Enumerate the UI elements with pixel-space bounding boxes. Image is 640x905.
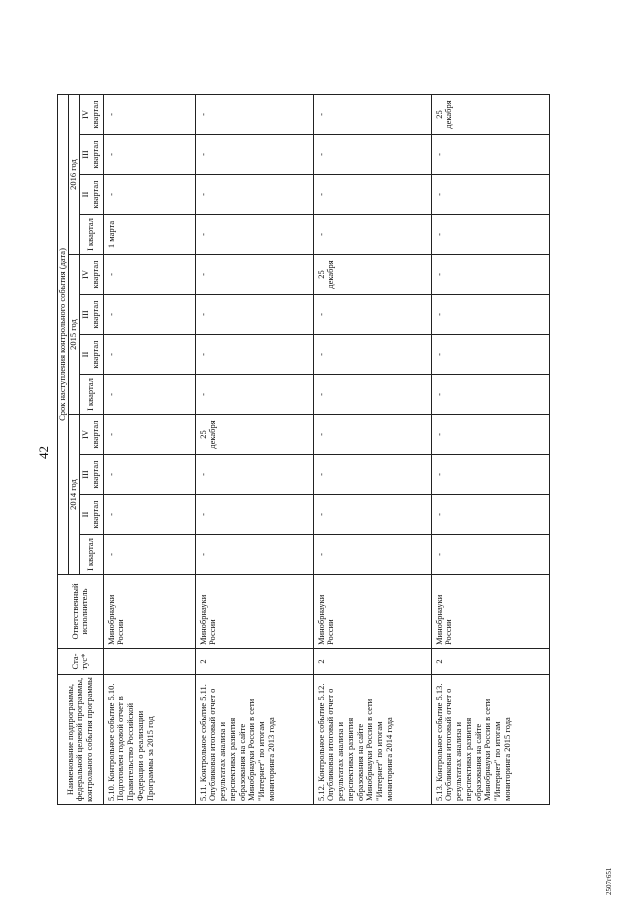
header-quarter: I квартал (79, 375, 103, 415)
empty-quarter-cell: - (195, 95, 313, 135)
empty-quarter-cell: - (103, 175, 195, 215)
event-name-cell: 5.12. Контрольное событие 5.12. Опубликован итоговый отчет о результатах анализа и перспективах развития образования на сайте Минобрнауки России в сети "Интернет" по итогам мониторинга 2014 года (313, 675, 431, 805)
empty-quarter-cell: - (103, 375, 195, 415)
document-code: 2507г651 (605, 867, 613, 895)
empty-quarter-cell: - (431, 335, 549, 375)
empty-quarter-cell: - (195, 335, 313, 375)
page-number: 42 (36, 446, 51, 459)
empty-quarter-cell: - (313, 95, 431, 135)
status-cell: 2 (431, 649, 549, 675)
empty-quarter-cell: - (195, 375, 313, 415)
control-events-table (57, 94, 550, 805)
table-row (431, 95, 549, 805)
empty-quarter-cell: - (431, 375, 549, 415)
empty-quarter-cell: - (313, 375, 431, 415)
empty-quarter-cell: - (313, 535, 431, 575)
deadline-date-cell: 25 декабря (313, 255, 431, 295)
empty-quarter-cell: - (103, 335, 195, 375)
empty-quarter-cell: - (195, 455, 313, 495)
empty-quarter-cell: - (431, 415, 549, 455)
table-body (103, 95, 549, 805)
header-quarter: III квартал (79, 295, 103, 335)
table-row (103, 95, 195, 805)
empty-quarter-cell: - (313, 215, 431, 255)
event-name-cell: 5.11. Контрольное событие 5.11. Опубликован итоговый отчет о результатах анализа и перспективах развития образования на сайте Минобрнауки России в сети "Интернет" по итогам мониторинга 2013 года (195, 675, 313, 805)
header-deadline: Срок наступления контрольного события (дата) (58, 95, 69, 575)
executor-cell: Минобрнауки России (195, 575, 313, 649)
header-quarter: I квартал (79, 535, 103, 575)
table-row (313, 95, 431, 805)
executor-cell: Минобрнауки России (431, 575, 549, 649)
empty-quarter-cell: - (195, 495, 313, 535)
empty-quarter-cell: - (103, 495, 195, 535)
empty-quarter-cell: - (313, 335, 431, 375)
empty-quarter-cell: - (103, 535, 195, 575)
event-name-cell: 5.13. Контрольное событие 5.13. Опубликован итоговый отчет о результатах анализа и перспективах развития образования на сайте Минобрнауки России в сети "Интернет" по итогам мониторинга 2015 года (431, 675, 549, 805)
empty-quarter-cell: - (195, 215, 313, 255)
empty-quarter-cell: - (313, 455, 431, 495)
header-quarter: II квартал (79, 175, 103, 215)
header-executor: Ответственный исполнитель (58, 575, 104, 649)
empty-quarter-cell: - (103, 255, 195, 295)
header-year-2016: 2016 год (68, 95, 79, 255)
executor-cell: Минобрнауки России (103, 575, 195, 649)
empty-quarter-cell: - (431, 215, 549, 255)
empty-quarter-cell: - (103, 415, 195, 455)
header-name: Наименование подпрограммы, федеральной целевой программы, контрольного события программы (58, 675, 104, 805)
table-row (195, 95, 313, 805)
empty-quarter-cell: - (431, 495, 549, 535)
deadline-date-cell: 25 декабря (431, 95, 549, 135)
empty-quarter-cell: - (431, 135, 549, 175)
empty-quarter-cell: - (431, 455, 549, 495)
empty-quarter-cell: - (103, 295, 195, 335)
deadline-date-cell: 1 марта (103, 215, 195, 255)
header-quarter: IV квартал (79, 95, 103, 135)
empty-quarter-cell: - (103, 95, 195, 135)
empty-quarter-cell: - (195, 255, 313, 295)
executor-cell: Минобрнауки России (313, 575, 431, 649)
header-quarter: II квартал (79, 495, 103, 535)
header-quarter: III квартал (79, 455, 103, 495)
empty-quarter-cell: - (313, 415, 431, 455)
empty-quarter-cell: - (103, 135, 195, 175)
empty-quarter-cell: - (313, 295, 431, 335)
empty-quarter-cell: - (103, 455, 195, 495)
header-quarter: IV квартал (79, 255, 103, 295)
status-cell: 2 (313, 649, 431, 675)
empty-quarter-cell: - (431, 175, 549, 215)
empty-quarter-cell: - (431, 295, 549, 335)
empty-quarter-cell: - (195, 135, 313, 175)
deadline-date-cell: 25 декабря (195, 415, 313, 455)
empty-quarter-cell: - (195, 295, 313, 335)
header-status: Ста-тус* (58, 649, 104, 675)
header-quarter: I квартал (79, 215, 103, 255)
header-quarter: III квартал (79, 135, 103, 175)
header-quarter: II квартал (79, 335, 103, 375)
event-name-cell: 5.10. Контрольное событие 5.10. Подготовлен годовой отчет в Правительство Российской Федерации о реализации Программы за 2015 год (103, 675, 195, 805)
empty-quarter-cell: - (431, 535, 549, 575)
empty-quarter-cell: - (431, 255, 549, 295)
status-cell (103, 649, 195, 675)
empty-quarter-cell: - (195, 175, 313, 215)
header-year-2014: 2014 год (68, 415, 79, 575)
header-year-2015: 2015 год (68, 255, 79, 415)
empty-quarter-cell: - (313, 495, 431, 535)
header-quarter: IV квартал (79, 415, 103, 455)
status-cell: 2 (195, 649, 313, 675)
empty-quarter-cell: - (313, 175, 431, 215)
empty-quarter-cell: - (313, 135, 431, 175)
empty-quarter-cell: - (195, 535, 313, 575)
